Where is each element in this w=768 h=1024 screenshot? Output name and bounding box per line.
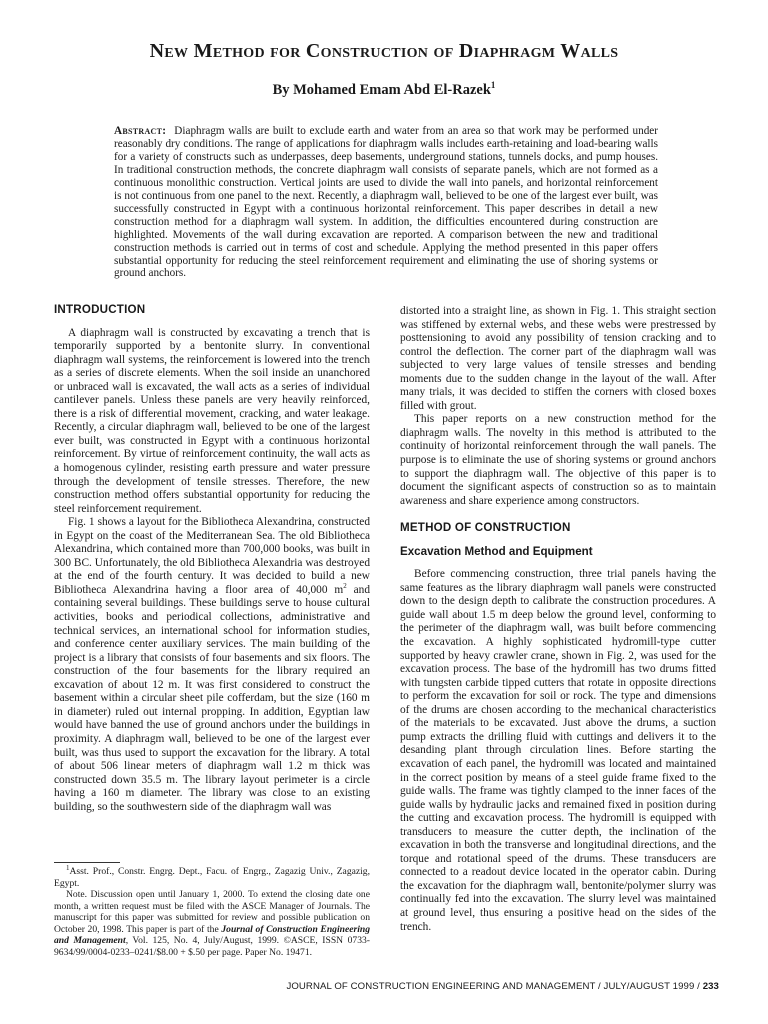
paper-title: New Method for Construction of Diaphragm Walls [149, 40, 619, 62]
intro-paragraph-1: A diaphragm wall is constructed by excavating a trench that is temporarily supported by a bentonite slurry. In conventional diaphragm wall systems, the reinforcement is lowered into the trench as a series of discrete elements. When the soil inside an unanchored or unbraced wall is excavated, the wall acts as a series of individual cantilever panels. Unless these panels are very heavily reinforced, there is a risk of differential movement, cracking, and water leakage. Recently, a circular diaphragm wall, believed to be one of the largest ever built, was constructed in Egypt with a continuous horizontal reinforcement. By virtue of reinforcement continuity, the wall acts as a homogenous cylinder, resisting earth pressure and water pressure through the development of tensile stresses. Therefore, the new construction method offers substantial opportunity for reducing the steel reinforcement requirement. [54, 326, 370, 515]
right-paragraph-3: Before commencing construction, three trial panels having the same features as the library diaphragm wall panels were constructed down to the design depth to calibrate the construction procedures. A guide wall about 1.5 m deep below the ground level, conforming to the perimeter of the diaphragm wall, was built before commencing the excavation. A highly sophisticated hydromill-type cutter supported by heavy crawler crane, shown in Fig. 2, was used for the excavation process. The base of the hydromill has two drums fitted with tungsten carbide tipped cutters that rotate in opposite directions to perform the excavation for soil or rock. The type and dimensions of the drums are chosen according to the mechanical characteristics of the materials to be excavated. Just above the drums, a suction pump extracts the drilling fluid with cuttings and delivers it to the desanding plant through circulation lines. Before starting the excavation of each panel, the hydromill was located and maintained in the correct position by means of a steel guide frame fixed to the guide walls. The frame was tightly clamped to the inner faces of the guide walls by hydraulic jacks and remained fixed in position during the cutting and excavation process. The hydromill is equipped with transducers to measure the cutter depth, the inclination of the excavation in both the transverse and longitudinal directions, and the torque and rotational speed of the drums. These transducers are connected to a readout device located in the operator cabin. During the excavation for the diaphragm wall, bentonite/polymer slurry was continually fed into the excavation. The slurry level was maintained at ground level, thus ensuring a positive head on the sides of the trench. [400, 568, 716, 933]
journal-name: Journal of Construction Engineering and Management [54, 923, 370, 947]
introduction-heading: INTRODUCTION [54, 303, 146, 316]
abstract-text: Diaphragm walls are built to exclude earth and water from an area so that work may be performed under reasonably dry conditions. The range of applications for diaphragm walls includes earth-retaining and load-bearing walls for a variety of constructs such as underpasses, deep basements, underground stations, tunnels docks, and pump houses. In traditional construction methods, the concrete diaphragm wall consists of separate panels, which are not formed as a continuous monolithic construction. Vertical joints are used to divide the wall into panels, and horizontal reinforcement is not continuous from one panel to the next. Recently, a diaphragm wall, believed to be one of the largest ever built, was successfully constructed in Egypt with a continuous horizontal reinforcement. This paper describes in detail a new construction method for a diaphragm wall system. In addition, the difficulties encountered during construction are highlighted. Movements of the wall during excavation are reported. A comparison between the new and traditional construction methods is carried out in terms of cost and schedule. Applying the method presented in this paper offers substantial opportunity for reducing the steel reinforcement requirement and eliminating the use of shoring systems or ground anchors. [114, 125, 658, 280]
abstract [114, 125, 658, 280]
running-footer: JOURNAL OF CONSTRUCTION ENGINEERING AND MANAGEMENT / JULY/AUGUST 1999 / 233 [286, 981, 719, 992]
method-heading: METHOD OF CONSTRUCTION [400, 521, 571, 535]
footnote-note: Note. Discussion open until January 1, 2000. To extend the closing date one month, a written request must be filed with the ASCE Manager of Journals. The manuscript for this paper was submitted for review and possible publication on October 20, 1998. This paper is part of the Journal of Construction Engineering and Management, Vol. 125, No. 4, July/August, 1999. ©ASCE, ISSN 0733-9634/99/0004-0233–0241/$8.00 + $.50 per page. Paper No. 19471. [54, 889, 370, 958]
author-footnote-mark: 1 [490, 80, 496, 91]
right-column [400, 305, 716, 934]
right-paragraph-1: distorted into a straight line, as shown in Fig. 1. This straight section was stiffened by external webs, and these webs were prestressed by posttensioning to avoid any possibility of tension cracking and to control the deflection. The corner part of the diaphragm wall was subjected to very large values of tensile stresses and bending moments due to the sudden change in the layout of the wall. After many trials, it was decided to stiffen the corners with closed boxes filled with grout. [400, 305, 716, 412]
author-line: By Mohamed Emam Abd El-Razek$^1$ [272, 80, 496, 98]
footnote-affiliation: $^1$Asst. Prof., Constr. Engrg. Dept., Facu. of Engrg., Zagazig Univ., Zagazig, Egypt. [54, 863, 370, 889]
intro-paragraph-2: Fig. 1 shows a layout for the Bibliotheca Alexandrina, constructed in Egypt on the coast of the Mediterranean Sea. The old Bibliotheca Alexandrina, which contained more than 700,000 books, was built in 300 BC. Unfortunately, the old Bibliotheca Alexandria was destroyed at the end of the fourth century. It was decided to build a new Bibliotheca Alexandrina having a floor area of 40,000 $m^2$ and containing several buildings. These buildings serve to house cultural activities, books and periodical collections, administrative and technical services, an international school for information studies, and conference center auxiliary services. The main building of the project is a library that consists of four basements and six floors. The construction of the four basements for the library required an excavation of about 12 m. It was first considered to construct the basement within a circular sheet pile cofferdam, but the size (160 m in diameter) ruled out internal propping. In addition, Egyptian law would have banned the use of ground anchors under the buildings in proximity. A diaphragm wall, believed to be one of the largest ever built, was thus used to support the excavation for the library. A total of about 506 linear meters of diaphragm wall 1.2 m thick was constructed down 35.5 m. The library layout perimeter is a circle having a 160 m diameter. The library was close to an existing building, so the southwestern side of the diaphragm wall was [54, 516, 370, 813]
footnote-rule [54, 862, 120, 863]
right-paragraph-2: This paper reports on a new construction method for the diaphragm walls. The novelty in this method is attributed to the continuity of horizontal reinforcement through the wall panels. The purpose is to eliminate the use of shoring systems or ground anchors to support the diaphragm wall. The objective of this paper is to document the significant aspects of construction so as to maintain awareness and share experience among constructors. [400, 413, 716, 507]
page-number: 233 [702, 981, 719, 992]
left-column [54, 303, 370, 814]
footnotes [54, 863, 370, 958]
abstract-label: Abstract: [114, 125, 167, 137]
excavation-heading: Excavation Method and Equipment [400, 544, 593, 558]
